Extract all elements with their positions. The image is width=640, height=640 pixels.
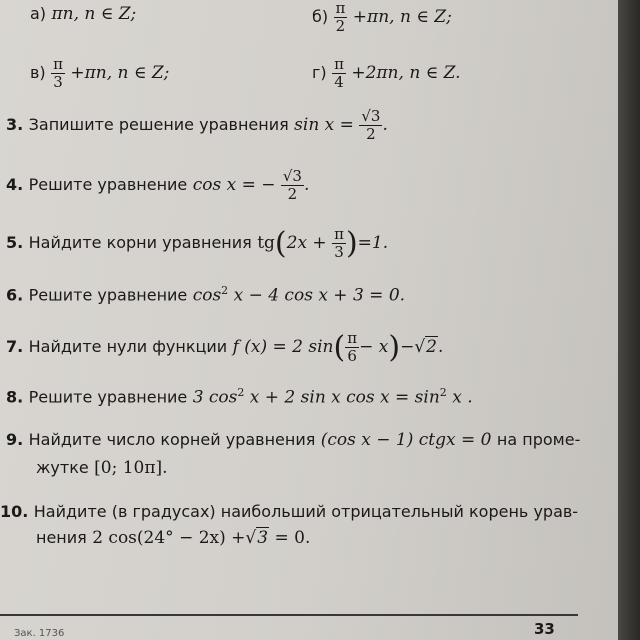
problem-4: 4. Решите уравнение cos x = − $\frac{√3}{2}$ . [6,167,310,203]
option-a: а) πn, n ∈ Z; [30,4,137,24]
fraction: $\frac{√3}{2}$ [282,167,302,203]
problem-9-line-2: жутке [0; 10π]. [36,458,168,478]
fraction: $\frac{\pi}{3}$ [334,225,344,261]
problem-5: 5. Найдите корни уравнения tg(2x + $\frac{\pi}{3}$ )=1. [6,225,389,261]
problem-8: 8. Решите уравнение 3 $\cos^2 x + 2$ sin x $\cos x = \sin^2 x$ . [6,386,473,408]
problem-10: 10. Найдите (в градусах) наибольший отрицательный корень урав- [0,502,579,521]
footer-divider [0,614,578,616]
option-g: г) $\frac{\pi}{4}$ +2πn, n ∈ Z. [312,55,461,91]
page-number: 33 [534,620,555,638]
fraction: $\frac{√3}{2}$ [361,107,381,143]
problem-7: 7. Найдите нули функции f (x) = 2 sin( $\frac{\pi}{6}$ − x)−√2. [6,329,444,365]
print-stamp: Зак. 1736 [14,628,65,639]
fraction: $\frac{\pi}{2}$ [335,0,346,35]
option-b: б) $\frac{\pi}{2}$ +πn, n ∈ Z; [312,0,452,35]
fraction: $\frac{\pi}{6}$ [347,329,358,365]
problem-3: 3. Запишите решение уравнения sin x = $\frac{√3}{2}$ . [6,107,388,143]
problem-6: 6. Решите уравнение $\cos^2 x - 4$ cos x + 3 = 0. [6,284,406,306]
fraction: $\frac{\pi}{3}$ [53,55,63,91]
problem-9: 9. Найдите число корней уравнения (cos x − 1) ctgx = 0 на проме- [6,430,581,450]
fraction: $\frac{\pi}{4}$ [334,55,344,91]
option-v: в) $\frac{\pi}{3}$ +πn, n ∈ Z; [30,55,170,91]
page-edge-shadow [618,0,640,640]
problem-10-line-2: нения 2 cos(24° − 2x) +√3 = 0. [36,528,311,548]
